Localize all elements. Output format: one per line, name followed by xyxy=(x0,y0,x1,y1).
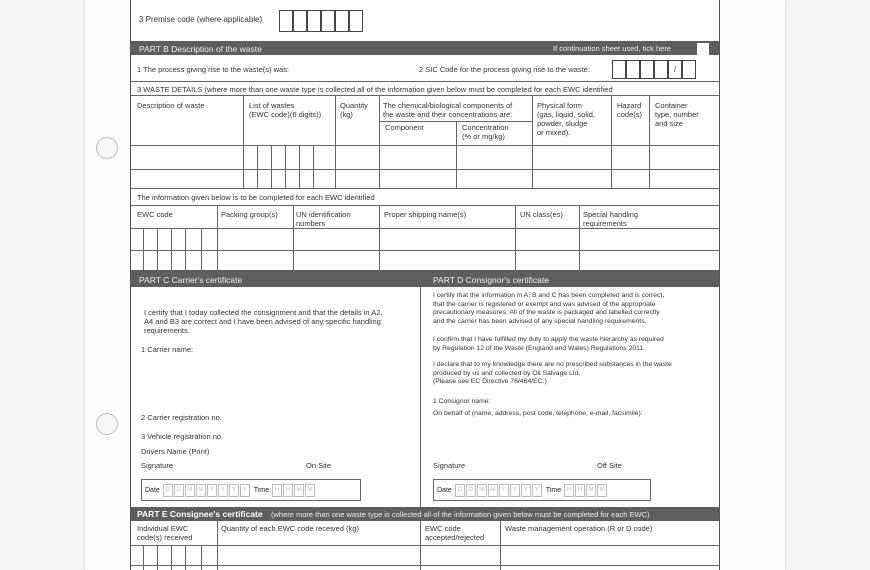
col-shipping-name: Proper shipping name(s) xyxy=(384,210,467,219)
each-ewc-label: The information given below is to be completed for each EWC identified xyxy=(137,193,375,202)
col-quantity-received: Quantity of each EWC code received (kg) xyxy=(221,524,359,533)
carrier-registration-label: 2 Carrier registration no. xyxy=(141,413,222,422)
consignor-signature-label: Signature xyxy=(433,461,466,470)
consignor-time-label: Time xyxy=(545,486,562,494)
carrier-time-label: Time xyxy=(253,486,270,494)
carrier-signature-label: Signature xyxy=(141,461,174,470)
consignor-cert-1: I certify that the information in A, B and C has been completed and is correct, that the carrier is registered or exempt and was advised of the appropriate precautionary measures. All of the waste is packaged and labelled correctly and the carrier has been advised of any special handling requirements. xyxy=(433,292,665,325)
col-accepted-rejected: EWC code accepted/rejected xyxy=(425,524,485,542)
carrier-date-time[interactable]: Date D D M M Y Y Y Y Time H H M M xyxy=(141,479,361,501)
part-c-title: PART C Carrier's certificate xyxy=(139,275,243,285)
part-cd-header xyxy=(131,270,719,287)
part-b-title: PART B Description of the waste xyxy=(139,44,262,54)
vehicle-registration-label: 3 Vehicle registration no. xyxy=(141,432,224,441)
sic-slash: / xyxy=(668,60,682,79)
consignor-cert-3: I declare that to my knowledge there are no prescribed substances in the waste produced by us and collected by Oil Salvage Ltd. (Please see EC Directive 76/464/EC.) xyxy=(433,361,672,386)
col-physical-form: Physical form (gas, liquid, solid, powder, sludge or mixed). xyxy=(537,101,595,137)
waste-details-label: 3 WASTE DETAILS (where more than one waste type is collected all of the information given below must be completed for each EWC identified xyxy=(137,85,613,94)
col-special-handling: Special handling requirements xyxy=(583,210,639,228)
col-waste-operation: Waste management operation (R or D code) xyxy=(505,524,653,533)
col-un-identification: UN identification numbers xyxy=(296,210,351,228)
consignor-date-label: Date xyxy=(437,486,452,494)
consignor-date-time[interactable]: Date D D M M Y Y Y Y Time H H M M xyxy=(433,479,651,501)
sic-code-boxes[interactable] xyxy=(612,60,696,79)
continuation-checkbox[interactable] xyxy=(697,43,709,55)
continuation-label: If continuation sheet used, tick here xyxy=(553,44,671,53)
col-ewc-code: EWC code xyxy=(137,210,173,219)
premise-code-label: 3 Premise code (where applicable) xyxy=(139,15,263,24)
col-container: Container type, number and size xyxy=(655,101,699,128)
punch-hole xyxy=(96,413,118,435)
consignor-name-label: 1 Consignor name: xyxy=(433,398,491,405)
col-chemical: The chemical/biological components of the waste and their concentrations are: xyxy=(383,101,513,119)
process-label: 1 The process giving rise to the waste(s) was: xyxy=(137,65,290,74)
carrier-date-label: Date xyxy=(145,486,160,494)
off-site-label: Off Site xyxy=(597,461,622,470)
part-e-subtitle: (where more than one waste type is collected all of the information given below must be completed for each EWC) xyxy=(271,510,650,519)
on-site-label: On Site xyxy=(306,461,332,470)
consignor-cert-2: I confirm that I have fulfilled my duty to apply the waste hierarchy as required by Regulation 12 of the Waste (England and Wales) Regulations 2011. xyxy=(433,336,664,352)
col-component: Component xyxy=(385,123,424,132)
col-packing-group: Packing group(s) xyxy=(221,210,278,219)
col-description: Description of waste xyxy=(137,101,205,110)
carrier-name-label: 1 Carrier name: xyxy=(141,345,194,354)
consignment-form xyxy=(130,0,720,570)
part-d-title: PART D Consignor's certificate xyxy=(433,275,549,285)
part-b-header xyxy=(131,41,719,55)
col-individual-ewc: Individual EWC code(s) received xyxy=(137,524,193,542)
col-quantity: Quantity (kg) xyxy=(340,101,368,119)
premise-code-boxes[interactable] xyxy=(279,10,363,32)
col-hazard: Hazard code(s) xyxy=(617,101,643,119)
col-concentration: Concentration (% or mg/kg) xyxy=(462,123,509,141)
part-e-header xyxy=(131,507,719,521)
col-list-of-wastes: List of wastes (EWC code)(6 digits)) xyxy=(249,101,322,119)
on-behalf-label: On behalf of (name, address, post code, telephone, e-mail, facsimile): xyxy=(433,410,643,417)
drivers-name-label: Drivers Name (Print) xyxy=(141,447,210,456)
carrier-certificate-text: I certify that I today collected the consignment and that the details in A2, A4 and B3 are correct and I have been advised of any specific handling requirements. xyxy=(144,308,383,335)
punch-hole xyxy=(96,137,118,159)
col-un-class: UN class(es) xyxy=(520,210,563,219)
part-e-title: PART E Consignee's certificate xyxy=(137,509,263,519)
sic-code-label: 2 SIC Code for the process giving rise to the waste: xyxy=(419,65,590,74)
